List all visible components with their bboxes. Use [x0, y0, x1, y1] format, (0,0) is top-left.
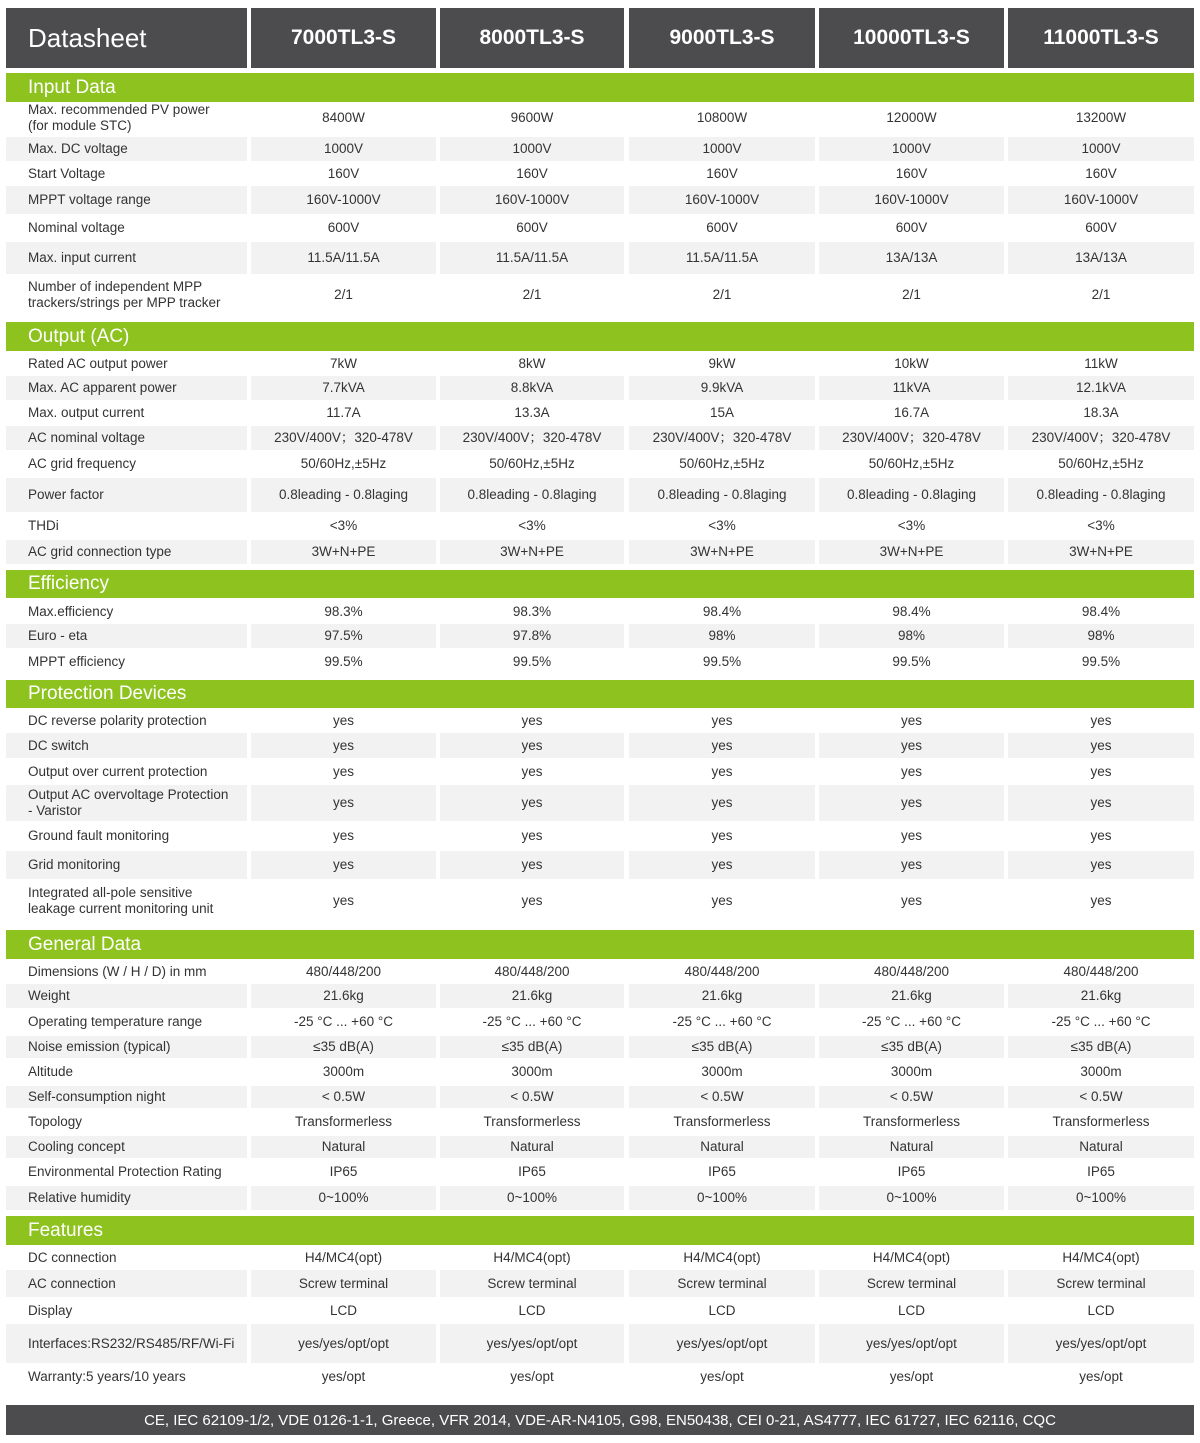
spec-value: yes: [900, 712, 922, 728]
spec-value: 160V: [516, 165, 548, 181]
table-row: [6, 733, 1194, 758]
table-row: [6, 161, 1194, 186]
spec-value: 0~100%: [819, 1186, 1004, 1210]
table-row: [6, 1324, 1194, 1363]
spec-value: 0.8leading - 0.8laging: [1008, 478, 1194, 512]
spec-value: 230V/400V；320-478V: [629, 426, 815, 450]
spec-value: <3%: [708, 518, 736, 533]
spec-value: yes: [251, 785, 436, 821]
spec-label: AC grid frequency: [28, 456, 137, 471]
table-row: [6, 376, 1194, 400]
spec-value: -25 °C ... +60 °C: [672, 1014, 772, 1029]
spec-value: yes: [1090, 763, 1112, 779]
spec-value: yes: [440, 733, 624, 758]
section-title-general-data: General Data: [6, 930, 1194, 959]
spec-value: -25 °C ... +60 °C: [1051, 1014, 1151, 1029]
spec-label: Max. input current: [6, 242, 247, 274]
spec-value: 160V: [1085, 165, 1117, 181]
spec-label: DC connection: [28, 1250, 117, 1265]
spec-value: Transformerless: [1052, 1114, 1150, 1129]
spec-value: 3W+N+PE: [629, 540, 815, 564]
spec-value: -25 °C ... +60 °C: [482, 1014, 582, 1029]
table-row: [6, 137, 1194, 161]
spec-value: yes: [819, 785, 1004, 821]
spec-value: < 0.5W: [440, 1086, 624, 1108]
spec-value: LCD: [329, 1302, 357, 1318]
spec-value: 12000W: [886, 110, 937, 125]
model-header-11000: 11000TL3-S: [1008, 8, 1194, 68]
spec-label: THDi: [28, 518, 59, 533]
spec-label: Euro - eta: [6, 624, 247, 648]
spec-value: yes/yes/opt/opt: [440, 1324, 624, 1363]
spec-value: LCD: [897, 1302, 925, 1318]
spec-value: < 0.5W: [819, 1086, 1004, 1108]
table-row: [6, 103, 1194, 133]
spec-value: < 0.5W: [1008, 1086, 1194, 1108]
spec-label: Altitude: [28, 1064, 74, 1079]
spec-value: 2/1: [522, 287, 542, 302]
spec-value: ≤35 dB(A): [1008, 1036, 1194, 1058]
spec-value: 13.3A: [514, 405, 550, 420]
spec-label: Max. DC voltage: [6, 137, 247, 161]
spec-value: Natural: [629, 1136, 815, 1158]
spec-value: 160V: [706, 165, 738, 181]
spec-label: DC reverse polarity protection: [28, 712, 207, 728]
spec-value: 160V-1000V: [1008, 186, 1194, 214]
spec-value: 0~100%: [440, 1186, 624, 1210]
spec-value: 99.5%: [1081, 653, 1121, 669]
spec-value: 0.8leading - 0.8laging: [440, 478, 624, 512]
spec-label: Topology: [28, 1114, 83, 1129]
spec-value: <3%: [518, 518, 546, 533]
spec-value: 480/448/200: [873, 964, 950, 979]
spec-value: yes/opt: [889, 1368, 934, 1384]
spec-value: yes: [1008, 851, 1194, 879]
spec-value: 97.5%: [251, 624, 436, 648]
spec-value: 9600W: [510, 110, 554, 125]
spec-value: 99.5%: [892, 653, 931, 669]
table-row: [6, 512, 1194, 540]
spec-value: < 0.5W: [629, 1086, 815, 1108]
spec-value: 480/448/200: [494, 964, 570, 979]
spec-value: 230V/400V；320-478V: [440, 426, 624, 450]
spec-value: 1000V: [819, 137, 1004, 161]
spec-value: 0~100%: [1008, 1186, 1194, 1210]
table-row: [6, 1036, 1194, 1058]
spec-value: 11.5A/11.5A: [629, 242, 815, 274]
spec-value: yes: [900, 893, 922, 908]
spec-value: LCD: [1087, 1302, 1115, 1318]
spec-value: yes: [332, 712, 354, 728]
spec-value: yes: [1090, 712, 1112, 728]
spec-value: 98.4%: [892, 603, 931, 619]
spec-value: Transformerless: [294, 1114, 393, 1129]
spec-value: H4/MC4(opt): [683, 1250, 761, 1265]
spec-value: yes: [332, 828, 354, 843]
spec-value: yes: [900, 763, 922, 779]
model-header-8000: 8000TL3-S: [440, 8, 624, 68]
table-row: [6, 1246, 1194, 1270]
spec-label: Rated AC output power: [28, 356, 168, 371]
spec-value: 21.6kg: [1008, 984, 1194, 1008]
spec-value: 9kW: [708, 356, 736, 371]
table-row: [6, 851, 1194, 879]
spec-value: IP65: [897, 1164, 926, 1179]
table-row: [6, 214, 1194, 242]
spec-value: <3%: [329, 518, 358, 533]
spec-value: 1000V: [440, 137, 624, 161]
spec-value: 1000V: [1008, 137, 1194, 161]
spec-label: Noise emission (typical): [6, 1036, 247, 1058]
spec-value: 3000m: [322, 1064, 365, 1079]
section-title-features: Features: [6, 1216, 1194, 1245]
spec-value: -25 °C ... +60 °C: [862, 1014, 961, 1029]
spec-value: 0.8leading - 0.8laging: [629, 478, 815, 512]
spec-value: yes: [819, 851, 1004, 879]
spec-value: 50/60Hz,±5Hz: [1058, 456, 1144, 471]
spec-value: yes/yes/opt/opt: [629, 1324, 815, 1363]
spec-label: Max. output current: [28, 405, 145, 420]
table-row: [6, 540, 1194, 564]
spec-value: 21.6kg: [629, 984, 815, 1008]
table-row: [6, 450, 1194, 478]
spec-value: yes: [521, 893, 543, 908]
spec-value: 8.8kVA: [440, 376, 624, 400]
spec-label: Max. recommended PV power (for module STC): [28, 102, 210, 133]
spec-label: Self-consumption night: [6, 1086, 247, 1108]
spec-value: Transformerless: [483, 1114, 581, 1129]
spec-value: 160V-1000V: [251, 186, 436, 214]
spec-value: Transformerless: [862, 1114, 961, 1129]
spec-value: 8400W: [322, 110, 365, 125]
spec-label: Output over current protection: [28, 763, 208, 779]
spec-value: 3000m: [701, 1064, 743, 1079]
spec-value: yes: [521, 828, 543, 843]
spec-value: yes: [251, 851, 436, 879]
spec-value: yes: [819, 733, 1004, 758]
spec-value: 10800W: [696, 110, 748, 125]
spec-value: 160V-1000V: [440, 186, 624, 214]
spec-label: Environmental Protection Rating: [28, 1164, 222, 1179]
spec-label: Relative humidity: [6, 1186, 247, 1210]
datasheet-title: Datasheet: [6, 8, 247, 68]
table-row: [6, 1363, 1194, 1390]
spec-value: 600V: [895, 220, 928, 235]
spec-value: 600V: [1085, 220, 1117, 235]
spec-value: ≤35 dB(A): [629, 1036, 815, 1058]
spec-value: Screw terminal: [440, 1270, 624, 1297]
spec-value: yes/yes/opt/opt: [819, 1324, 1004, 1363]
table-row: [6, 274, 1194, 316]
spec-value: 98.3%: [324, 603, 363, 619]
spec-value: ≤35 dB(A): [251, 1036, 436, 1058]
spec-value: 0~100%: [629, 1186, 815, 1210]
spec-value: 3000m: [890, 1064, 933, 1079]
spec-value: 13200W: [1075, 110, 1127, 125]
spec-value: yes/yes/opt/opt: [1008, 1324, 1194, 1363]
table-row: [6, 785, 1194, 821]
spec-value: 97.8%: [440, 624, 624, 648]
spec-value: 230V/400V；320-478V: [1008, 426, 1194, 450]
spec-label: Operating temperature range: [28, 1014, 203, 1029]
spec-value: 480/448/200: [1063, 964, 1139, 979]
spec-value: 16.7A: [893, 405, 930, 420]
spec-label: Weight: [6, 984, 247, 1008]
table-row: [6, 879, 1194, 923]
table-row: [6, 426, 1194, 450]
spec-value: Screw terminal: [1008, 1270, 1194, 1297]
spec-value: 50/60Hz,±5Hz: [679, 456, 765, 471]
spec-value: 2/1: [1091, 287, 1111, 302]
spec-value: yes: [629, 785, 815, 821]
spec-value: yes: [711, 828, 733, 843]
table-header: [0, 0, 1200, 70]
spec-value: LCD: [518, 1302, 546, 1318]
spec-value: Screw terminal: [629, 1270, 815, 1297]
spec-value: Natural: [1008, 1136, 1194, 1158]
table-row: [6, 242, 1194, 274]
spec-label: Power factor: [6, 478, 247, 512]
spec-value: LCD: [708, 1302, 736, 1318]
spec-value: IP65: [329, 1164, 358, 1179]
spec-value: 50/60Hz,±5Hz: [300, 456, 387, 471]
spec-value: 3000m: [511, 1064, 553, 1079]
spec-value: H4/MC4(opt): [1062, 1250, 1140, 1265]
table-row: [6, 478, 1194, 512]
spec-value: yes: [332, 893, 354, 908]
spec-value: -25 °C ... +60 °C: [294, 1014, 393, 1029]
spec-label: Dimensions (W / H / D) in mm: [28, 964, 207, 979]
spec-value: 7.7kVA: [251, 376, 436, 400]
spec-value: 600V: [706, 220, 738, 235]
spec-value: 2/1: [712, 287, 732, 302]
table-row: [6, 599, 1194, 624]
table-row: [6, 1008, 1194, 1036]
spec-value: 98.4%: [1081, 603, 1121, 619]
spec-value: 99.5%: [512, 653, 552, 669]
spec-value: 1000V: [629, 137, 815, 161]
spec-value: 50/60Hz,±5Hz: [868, 456, 955, 471]
spec-label: Nominal voltage: [28, 220, 125, 235]
spec-value: yes: [1008, 733, 1194, 758]
spec-value: yes: [332, 763, 354, 779]
spec-label: AC nominal voltage: [6, 426, 247, 450]
spec-value: H4/MC4(opt): [304, 1250, 383, 1265]
spec-value: 15A: [709, 405, 735, 420]
spec-value: 11.7A: [326, 405, 361, 420]
spec-value: yes: [900, 828, 922, 843]
spec-value: yes: [521, 712, 543, 728]
spec-label: Max.efficiency: [28, 603, 114, 619]
spec-value: 21.6kg: [819, 984, 1004, 1008]
spec-label: MPPT voltage range: [6, 186, 247, 214]
spec-value: 13A/13A: [1008, 242, 1194, 274]
spec-value: 160V: [327, 165, 360, 181]
spec-label: Display: [28, 1302, 73, 1318]
spec-value: 13A/13A: [819, 242, 1004, 274]
spec-value: Natural: [251, 1136, 436, 1158]
table-row: [6, 1108, 1194, 1136]
section-title-input-data: Input Data: [6, 73, 1194, 102]
spec-value: 0~100%: [251, 1186, 436, 1210]
spec-value: yes/yes/opt/opt: [251, 1324, 436, 1363]
table-row: [6, 708, 1194, 733]
spec-value: 9.9kVA: [629, 376, 815, 400]
spec-value: yes: [711, 712, 733, 728]
table-row: [6, 1186, 1194, 1210]
spec-value: Screw terminal: [251, 1270, 436, 1297]
spec-value: yes: [440, 785, 624, 821]
spec-value: 230V/400V；320-478V: [251, 426, 436, 450]
spec-value: Screw terminal: [819, 1270, 1004, 1297]
spec-value: 11.5A/11.5A: [440, 242, 624, 274]
table-row: [6, 1086, 1194, 1108]
spec-value: yes/opt: [700, 1368, 744, 1384]
spec-value: 2/1: [902, 287, 921, 302]
table-row: [6, 624, 1194, 648]
spec-value: <3%: [897, 518, 926, 533]
spec-value: yes: [440, 851, 624, 879]
spec-value: 21.6kg: [251, 984, 436, 1008]
spec-value: 230V/400V；320-478V: [819, 426, 1004, 450]
spec-value: yes/opt: [510, 1368, 554, 1384]
table-row: [6, 758, 1194, 785]
table-row: [6, 648, 1194, 675]
model-header-7000: 7000TL3-S: [251, 8, 436, 68]
spec-value: yes: [1008, 785, 1194, 821]
spec-label: Integrated all-pole sensitive leakage current monitoring unit: [28, 885, 214, 916]
spec-value: 98%: [819, 624, 1004, 648]
spec-value: 11kW: [1084, 356, 1118, 371]
spec-value: 11.5A/11.5A: [251, 242, 436, 274]
spec-value: IP65: [518, 1164, 546, 1179]
spec-value: 21.6kg: [440, 984, 624, 1008]
spec-value: 160V: [895, 165, 928, 181]
spec-value: <3%: [1087, 518, 1115, 533]
spec-value: 480/448/200: [305, 964, 382, 979]
spec-value: yes: [1090, 893, 1112, 908]
spec-value: Transformerless: [673, 1114, 771, 1129]
spec-value: 8kW: [518, 356, 546, 371]
spec-value: yes/opt: [321, 1368, 366, 1384]
spec-label: Interfaces:RS232/RS485/RF/Wi-Fi: [6, 1324, 247, 1363]
table-row: [6, 960, 1194, 984]
spec-value: yes: [629, 733, 815, 758]
table-row: [6, 1058, 1194, 1086]
spec-value: H4/MC4(opt): [493, 1250, 571, 1265]
spec-value: yes/opt: [1079, 1368, 1123, 1384]
spec-value: 3W+N+PE: [1008, 540, 1194, 564]
spec-value: IP65: [708, 1164, 736, 1179]
spec-value: 3W+N+PE: [819, 540, 1004, 564]
table-row: [6, 1270, 1194, 1297]
spec-value: yes: [711, 893, 733, 908]
spec-value: 98%: [1008, 624, 1194, 648]
spec-label: Max. AC apparent power: [6, 376, 247, 400]
section-title-protection-devices: Protection Devices: [6, 680, 1194, 708]
spec-value: < 0.5W: [251, 1086, 436, 1108]
spec-label: Grid monitoring: [6, 851, 247, 879]
spec-label: Number of independent MPP trackers/strings per MPP tracker: [28, 279, 221, 310]
certifications-bar: CE, IEC 62109-1/2, VDE 0126-1-1, Greece, VFR 2014, VDE-AR-N4105, G98, EN50438, CEI 0-21, AS4777, IEC 61727, IEC 62116, CQC: [6, 1405, 1194, 1435]
spec-value: 600V: [516, 220, 548, 235]
model-header-9000: 9000TL3-S: [629, 8, 815, 68]
spec-value: yes: [711, 763, 733, 779]
table-row: [6, 1158, 1194, 1186]
spec-label: Cooling concept: [6, 1136, 247, 1158]
spec-value: 1000V: [251, 137, 436, 161]
spec-value: 0.8leading - 0.8laging: [251, 478, 436, 512]
spec-value: 480/448/200: [684, 964, 760, 979]
section-title-efficiency: Efficiency: [6, 570, 1194, 598]
spec-value: 18.3A: [1083, 405, 1119, 420]
spec-value: 3000m: [1080, 1064, 1122, 1079]
spec-value: 12.1kVA: [1008, 376, 1194, 400]
spec-value: 160V-1000V: [629, 186, 815, 214]
spec-value: 160V-1000V: [819, 186, 1004, 214]
spec-value: 11kVA: [819, 376, 1004, 400]
spec-value: 99.5%: [702, 653, 742, 669]
spec-label: DC switch: [6, 733, 247, 758]
table-row: [6, 1136, 1194, 1158]
spec-label: Output AC overvoltage Protection - Varistor: [6, 785, 247, 821]
spec-label: AC connection: [6, 1270, 247, 1297]
spec-value: yes: [251, 733, 436, 758]
table-row: [6, 400, 1194, 426]
spec-label: MPPT efficiency: [28, 653, 126, 669]
spec-label: Start Voltage: [28, 165, 106, 181]
spec-value: Natural: [440, 1136, 624, 1158]
model-header-10000: 10000TL3-S: [819, 8, 1004, 68]
spec-value: Natural: [819, 1136, 1004, 1158]
spec-label: AC grid connection type: [6, 540, 247, 564]
table-row: [6, 821, 1194, 851]
section-title-output-ac: Output (AC): [6, 322, 1194, 351]
table-row: [6, 1297, 1194, 1324]
spec-value: H4/MC4(opt): [872, 1250, 951, 1265]
spec-value: 2/1: [334, 287, 353, 302]
spec-value: 3W+N+PE: [251, 540, 436, 564]
spec-value: IP65: [1087, 1164, 1115, 1179]
spec-value: 10kW: [894, 356, 929, 371]
table-row: [6, 352, 1194, 376]
spec-value: 98.4%: [702, 603, 742, 619]
spec-label: Warranty:5 years/10 years: [28, 1368, 186, 1384]
spec-value: 99.5%: [324, 653, 363, 669]
spec-value: yes: [521, 763, 543, 779]
spec-value: 0.8leading - 0.8laging: [819, 478, 1004, 512]
spec-value: 98.3%: [512, 603, 552, 619]
spec-value: yes: [629, 851, 815, 879]
spec-value: 3W+N+PE: [440, 540, 624, 564]
spec-value: yes: [1090, 828, 1112, 843]
spec-value: 98%: [629, 624, 815, 648]
spec-value: ≤35 dB(A): [440, 1036, 624, 1058]
spec-value: 600V: [327, 220, 360, 235]
spec-value: 50/60Hz,±5Hz: [489, 456, 575, 471]
table-row: [6, 984, 1194, 1008]
spec-value: ≤35 dB(A): [819, 1036, 1004, 1058]
spec-value: 7kW: [330, 356, 357, 371]
spec-label: Ground fault monitoring: [28, 828, 170, 843]
table-row: [6, 186, 1194, 214]
